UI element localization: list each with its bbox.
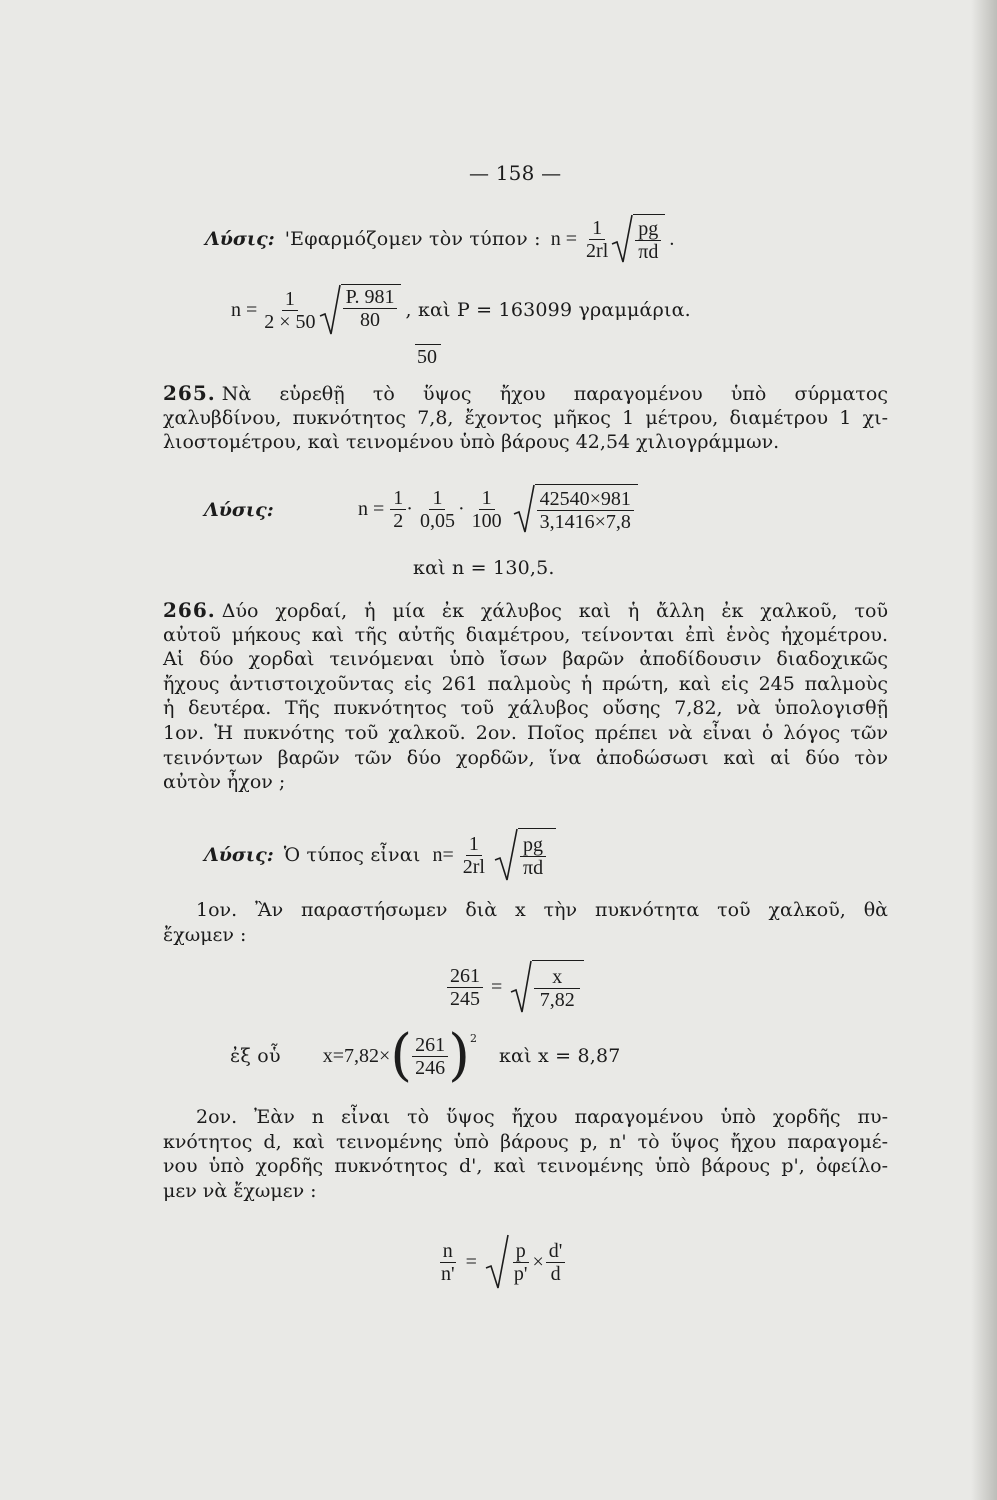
numerator: pg	[635, 218, 661, 241]
problem-265	[163, 381, 888, 455]
sqrt-ratio-product	[485, 1234, 570, 1290]
numerator: 42540×981	[537, 488, 634, 511]
radical-sign-icon	[494, 828, 518, 882]
solution-intro-text: Ὁ τύπος εἶναι	[283, 844, 421, 866]
fraction-1-over-2rl	[583, 217, 611, 262]
problem-line	[163, 381, 888, 406]
numerator: 261	[412, 1034, 448, 1057]
problem-line: χαλυβδίνου, πυκνότητος 7,8, ἔχοντος μῆκος 1 μέτρου, διαμέτρου 1 χι-	[163, 406, 888, 429]
text-line: Δύο χορδαί, ἡ μία ἐκ χάλυβος καὶ ἡ ἄλλη ἐκ χαλκοῦ, τοῦ	[221, 600, 888, 622]
problem-line: Αἱ δύο χορδαὶ τεινόμεναι ὑπὸ ἴσων βαρῶν ἀποδίδουσιν διαδοχικῶς	[163, 648, 888, 671]
text-line: Νὰ εὑρεθῇ τὸ ὕψος ἤχου παραγομένου ὑπὸ σύρματος	[221, 383, 888, 405]
sqrt-fraction	[513, 484, 638, 534]
text-line: κνότητος d, καὶ τεινομένης ὑπὸ βάρους p, n' τὸ ὕψος ἤχου παραγομέ-	[163, 1130, 888, 1153]
radical-sign-icon	[319, 284, 341, 336]
solution-264-tail: , καὶ P = 163099 γραμμάρια.	[405, 299, 691, 321]
text-line: ἔχωμεν :	[163, 923, 247, 946]
text-line	[163, 898, 888, 923]
sqrt-pg-over-pid	[494, 828, 556, 882]
denominator: πd	[638, 240, 659, 263]
denominator: 2	[393, 509, 404, 532]
problem-line: τεινόντων βαρῶν τῶν δύο χορδῶν, ἵνα ἀποδώσωσι καὶ αἱ δύο τὸν	[163, 746, 888, 769]
left-paren: (	[390, 1023, 413, 1088]
equation-n-ratio	[438, 1234, 569, 1290]
text: ἐξ οὗ	[230, 1045, 281, 1067]
fraction-1-over-2x50	[261, 288, 318, 333]
page-edge-shadow	[971, 0, 997, 1500]
part-label: 2ον.	[196, 1106, 238, 1128]
fraction-n-over-n-prime	[438, 1240, 458, 1285]
radical-sign-icon	[485, 1234, 509, 1290]
fraction-1-over-2	[390, 487, 406, 532]
formula-n-eq: n =	[550, 227, 578, 250]
text: Ἐὰν n εἶναι τὸ ὕψος ἤχου παραγομένου ὑπὸ χορδῆς πυ-	[254, 1106, 888, 1128]
problem-line: αὐτὸν ἦχον ;	[163, 771, 286, 794]
denominator: 100	[471, 509, 502, 532]
denominator: 2rl	[462, 855, 485, 878]
fraction-1-over-2rl	[460, 833, 488, 878]
radical-sign-icon	[611, 214, 633, 264]
denominator: 2 × 50	[264, 310, 316, 333]
problem-266	[163, 598, 888, 795]
problem-number: 265.	[163, 381, 216, 405]
solution-266-formula	[204, 828, 556, 882]
numerator: 1	[282, 288, 298, 311]
numerator: 1	[479, 487, 495, 510]
solution-label: Λύσις:	[204, 499, 274, 521]
nested-denominator-50: 50	[415, 344, 441, 368]
formula-lhs: x=7,82×	[322, 1044, 391, 1067]
denominator: 2rl	[586, 239, 609, 262]
solution-264-formula	[205, 214, 674, 264]
problem-line: 1ον. Ἡ πυκνότης τοῦ χαλκοῦ. 2ον. Ποῖος πρέπει νὰ εἶναι ὁ λόγος τῶν	[163, 721, 888, 744]
equals-sign: =	[491, 975, 503, 998]
solution-264-line-2	[231, 284, 691, 336]
times-sign: ×	[532, 1251, 544, 1273]
numerator: n	[440, 1240, 456, 1263]
part-label: 1ον.	[196, 899, 238, 921]
denominator: πd	[522, 856, 544, 879]
problem-line: ἤχους ἀντιστοιχοῦντας εἰς 261 παλμοὺς ἡ πρώτη, καὶ εἰς 245 παλμοὺς	[163, 672, 888, 695]
result-text: καὶ x = 8,87	[498, 1045, 621, 1067]
denominator: 3,1416×7,8	[539, 510, 631, 533]
exponent: 2	[469, 1032, 477, 1045]
numerator: P. 981	[343, 286, 398, 309]
sqrt-x-over-782	[510, 960, 584, 1014]
numerator: 1	[589, 217, 605, 240]
page-number: — 158 —	[469, 161, 562, 185]
problem-number: 266.	[163, 598, 216, 622]
denominator: 7,82	[539, 988, 575, 1011]
fraction-261-over-246	[412, 1034, 448, 1079]
problem-line: ἡ δευτέρα. Τῆς πυκνότητος τοῦ χάλυβος οὔσης 7,82, νὰ ὑπολογισθῇ	[163, 697, 888, 720]
numerator: d'	[546, 1240, 566, 1263]
right-paren: )	[448, 1023, 470, 1088]
denominator: 80	[360, 309, 381, 331]
dot: .	[669, 227, 675, 250]
text-line: νου ὑπὸ χορδῆς πυκνότητος d', καὶ τεινομένης ὑπὸ βάρους p', ὀφείλο-	[163, 1155, 888, 1178]
formula-n-eq: n =	[231, 298, 258, 321]
problem-line: λιοστομέτρου, καὶ τεινομένου ὑπὸ βάρους 42,54 χιλιογράμμων.	[163, 431, 780, 454]
denominator: 0,05	[419, 509, 455, 532]
denominator: n'	[441, 1262, 455, 1285]
numerator: 1	[390, 487, 406, 510]
solution-label: Λύσις:	[204, 844, 274, 866]
text-line	[163, 1105, 888, 1130]
denominator: d	[550, 1263, 561, 1285]
fraction-1-over-100	[469, 487, 505, 532]
numerator: 261	[447, 965, 483, 988]
sqrt-nested-fraction	[319, 284, 402, 336]
dot-operator: ·	[406, 497, 413, 520]
part-2-paragraph	[163, 1105, 888, 1203]
sqrt-pg-over-pid	[611, 214, 665, 264]
solution-label: Λύσις:	[205, 228, 275, 250]
equation-261-245	[447, 960, 584, 1014]
equation-x-result	[230, 1023, 621, 1088]
fraction-1-over-005	[417, 487, 458, 532]
numerator: p	[513, 1240, 529, 1263]
text: Ἂν παραστήσωμεν διὰ x τὴν πυκνότητα τοῦ χαλκοῦ, θὰ	[255, 899, 888, 921]
text-line: μεν νὰ ἔχωμεν :	[163, 1179, 317, 1202]
numerator: 1	[466, 833, 482, 856]
formula-n-eq: n=	[432, 843, 454, 866]
part-1-paragraph	[163, 898, 888, 947]
solution-intro-text: 'Εφαρμόζομεν τὸν τύπον :	[284, 228, 541, 250]
radical-sign-icon	[513, 484, 535, 534]
numerator: 1	[429, 487, 445, 510]
dot-operator: ·	[457, 497, 465, 520]
denominator: p'	[513, 1263, 528, 1285]
problem-line	[163, 598, 888, 623]
denominator: 246	[415, 1056, 446, 1079]
equals-sign: =	[465, 1250, 477, 1273]
numerator: pg	[520, 834, 546, 857]
formula-n-eq: n =	[358, 497, 385, 520]
problem-line: αὐτοῦ μήκους καὶ τῆς αὐτῆς διαμέτρου, τείνονται ἐπὶ ἑνὸς ἠχομέτρου.	[163, 623, 888, 646]
denominator: 245	[450, 987, 480, 1010]
radical-sign-icon	[510, 960, 532, 1014]
solution-265-formula	[358, 484, 638, 534]
numerator: x	[534, 966, 580, 989]
solution-265-result: καὶ n = 130,5.	[413, 557, 555, 579]
fraction-261-over-245	[447, 965, 483, 1010]
